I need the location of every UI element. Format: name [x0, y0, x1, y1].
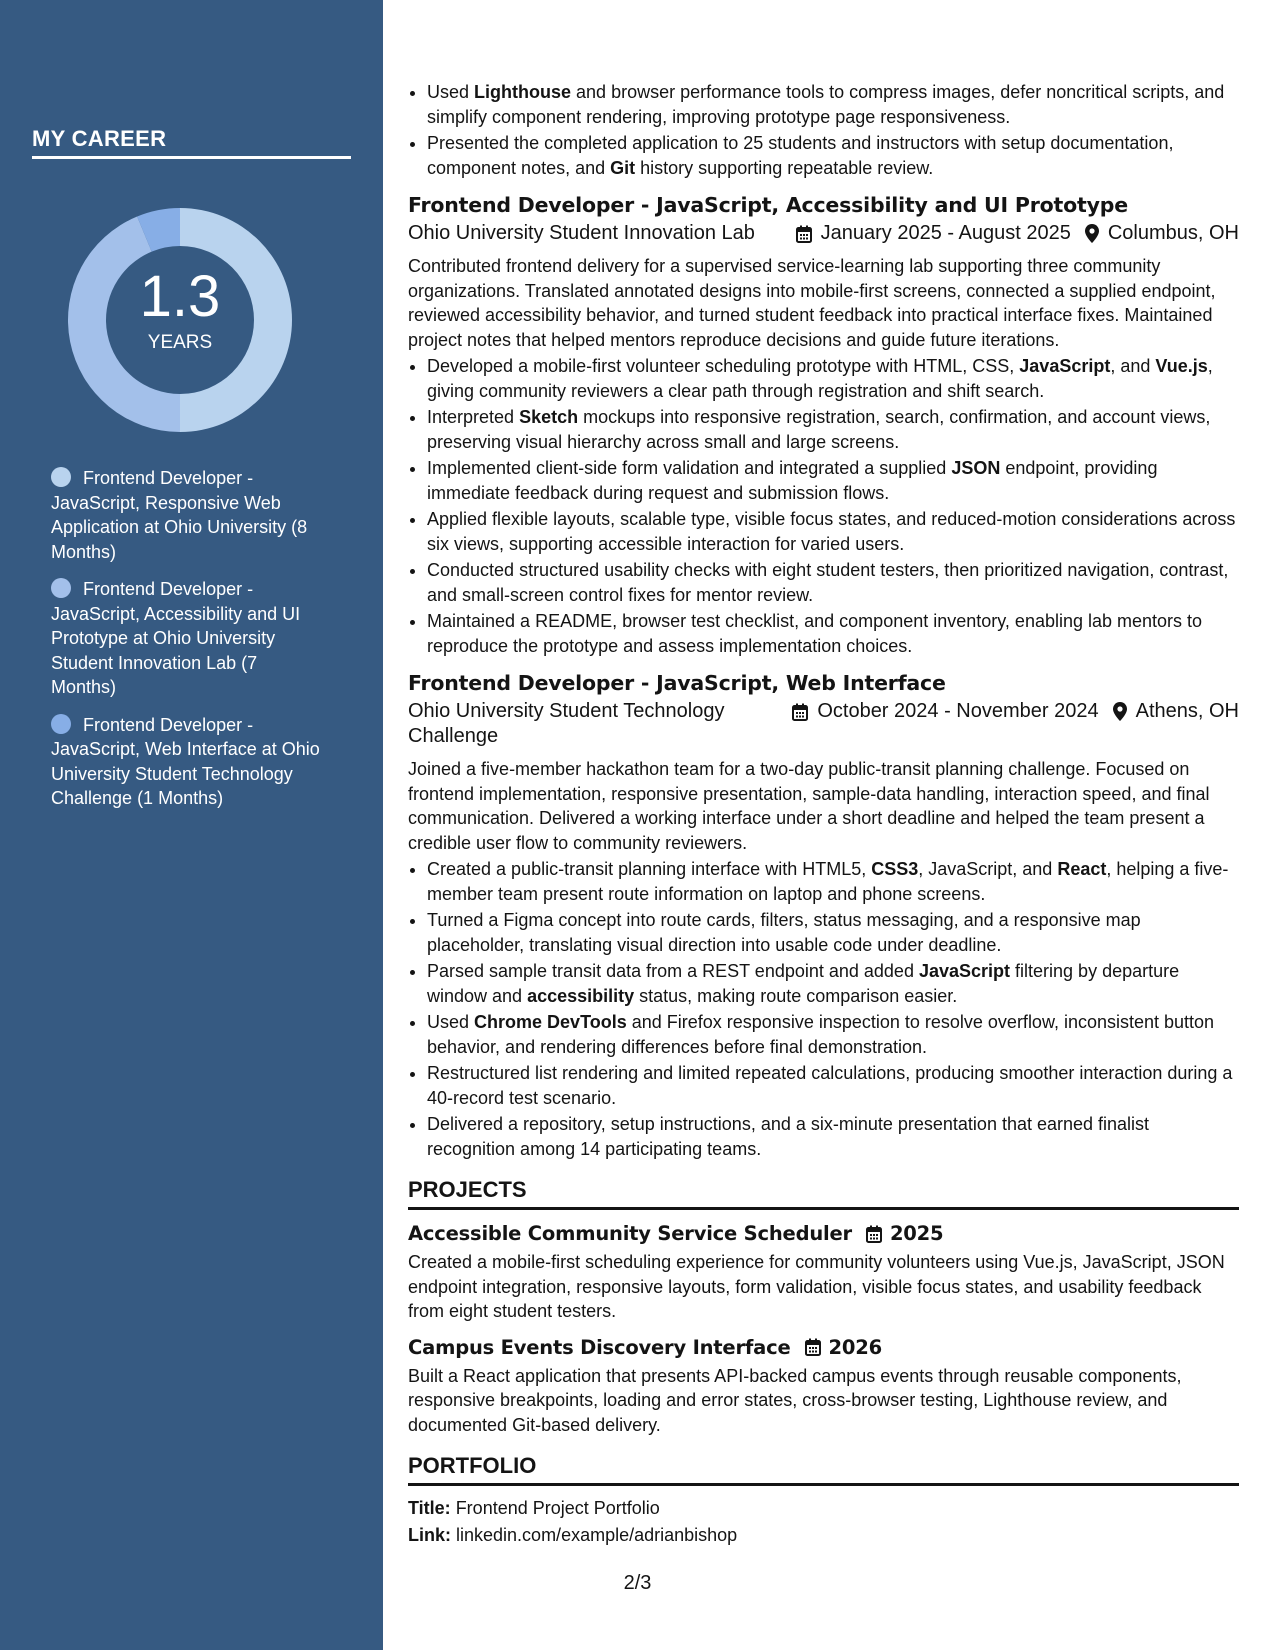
- job-description: Contributed frontend delivery for a supervised service-learning lab supporting three community organizations. Translated annotated designs into mobile-first screens, connected a supplied endpoint, reviewed accessibility behavior, and turned student feedback into practical interface fixes. Maintained project notes that helped mentors reproduce decisions and guide future iterations.: [408, 256, 1216, 350]
- portfolio-link-label: Link:: [408, 1524, 451, 1545]
- bullet-text: Delivered a repository, setup instructions, and a six-minute presentation that earned finalist recognition among 14 participating teams.: [427, 1114, 1150, 1159]
- bullet-item: [427, 1061, 1239, 1110]
- bullet-text: Created a public-transit planning interface with HTML5,: [427, 859, 872, 879]
- job-location-text: Columbus, OH: [1107, 222, 1239, 244]
- career-item-text: Frontend Developer - JavaScript, Web Interface at Ohio University Student Technology Challenge (1 Months): [51, 714, 320, 808]
- bullet-item: [427, 959, 1239, 1008]
- bullet-text: Used: [427, 82, 475, 102]
- bullet-item: [427, 857, 1239, 906]
- portfolio-title-value: Frontend Project Portfolio: [455, 1498, 660, 1518]
- bullet-text: and Firefox responsive inspection to resolve overflow, inconsistent button behavior, and rendering differences before final demonstration.: [427, 1012, 1215, 1057]
- job-entry: [408, 193, 1239, 658]
- main-content: [408, 80, 1239, 1547]
- project-description: Created a mobile-first scheduling experience for community volunteers using Vue.js, JavaScript, JSON endpoint integration, responsive layouts, form validation, visible focus states, and usability feedback from eight student testers.: [408, 1252, 1225, 1321]
- project-description: Built a React application that presents API-backed campus events through reusable components, responsive breakpoints, loading and error states, cross-browser testing, Lighthouse review, and documented Git-based delivery.: [408, 1365, 1182, 1435]
- job-meta: [408, 221, 1239, 246]
- bullet-text: Implemented client-side form validation and integrated a supplied: [427, 458, 952, 478]
- bullet-item: [427, 405, 1239, 454]
- career-item: [51, 713, 326, 811]
- portfolio-title-label: Title:: [408, 1498, 451, 1518]
- calendar-icon: [796, 225, 812, 243]
- bullet-item: [427, 1010, 1239, 1059]
- legend-dot: [51, 467, 71, 487]
- portfolio-link: [408, 1523, 1239, 1548]
- bullet-item: [427, 131, 1239, 180]
- job-title: Frontend Developer - JavaScript, Web Interface: [408, 671, 946, 695]
- project-entry: [408, 1222, 1239, 1324]
- career-donut-chart: [64, 204, 296, 436]
- bullet-keyword: JavaScript: [918, 961, 1011, 981]
- project-title-row: [408, 1336, 1239, 1359]
- bullet-item: [427, 456, 1239, 505]
- bullet-item: [427, 908, 1239, 957]
- job-meta: [408, 699, 1239, 749]
- bullet-text: Maintained a README, browser test checklist, and component inventory, enabling lab mentors to reproduce the prototype and assess implementation choices.: [427, 611, 1203, 656]
- project-title-row: [408, 1222, 1239, 1245]
- bullet-text: , giving community reviewers a clear path through registration and shift search.: [427, 356, 1213, 401]
- calendar-icon: [805, 1338, 821, 1356]
- bullet-keyword: JSON: [951, 458, 1001, 478]
- bullet-text: Applied flexible layouts, scalable type, visible focus states, and reduced-motion considerations across six views, supporting accessible interaction for varied users.: [427, 509, 1236, 554]
- bullet-text: status, making route comparison easier.: [634, 985, 958, 1006]
- bullet-text: , helping a five-member team present route information on laptop and phone screens.: [427, 859, 1229, 904]
- projects-list: [408, 1222, 1239, 1437]
- career-item-text: Frontend Developer - JavaScript, Responsive Web Application at Ohio University (8 Months): [51, 468, 308, 562]
- job-bullets: [408, 857, 1239, 1161]
- job-dates-text: October 2024 - November 2024: [817, 700, 1099, 722]
- continued-bullets: [408, 80, 1239, 180]
- job-entry: [408, 671, 1239, 1161]
- bullet-keyword: JavaScript: [1019, 356, 1111, 376]
- career-item: [51, 466, 326, 564]
- bullet-text: Conducted structured usability checks with eight student testers, then prioritized navigation, contrast, and small-screen control fixes for mentor review.: [427, 560, 1229, 605]
- location-pin-icon: [1113, 702, 1127, 721]
- bullet-text: mockups into responsive registration, search, confirmation, and account views, preserving visual hierarchy across small and large screens.: [427, 407, 1211, 452]
- bullet-keyword: Sketch: [519, 407, 579, 427]
- calendar-icon: [792, 703, 808, 721]
- project-entry: [408, 1336, 1239, 1438]
- bullet-keyword: CSS3: [871, 859, 919, 879]
- bullet-text: history supporting repeatable review.: [635, 157, 934, 178]
- bullet-text: Restructured list rendering and limited repeated calculations, producing smoother interaction during a 40-record test scenario.: [427, 1063, 1233, 1108]
- bullet-keyword: Chrome DevTools: [474, 1012, 627, 1032]
- bullet-item: [427, 1112, 1239, 1161]
- location-pin-icon: [1085, 224, 1099, 243]
- sidebar: [0, 0, 383, 1650]
- career-item: [51, 577, 326, 700]
- bullet-text: Interpreted: [427, 407, 520, 427]
- project-year: [866, 1222, 943, 1245]
- job-description: Joined a five-member hackathon team for a two-day public-transit planning challenge. Focused on frontend implementation, responsive presentation, sample-data handling, interaction speed, and final communication. Delivered a working interface under a short deadline and helped the team present a credible user flow to community reviewers.: [408, 759, 1210, 853]
- calendar-icon: [866, 1225, 882, 1243]
- bullet-keyword: Vue.js: [1155, 356, 1208, 376]
- project-year-text: 2026: [828, 1335, 882, 1359]
- page-number: 2/3: [623, 1572, 652, 1594]
- job-title: Frontend Developer - JavaScript, Accessibility and UI Prototype: [408, 193, 1128, 217]
- bullet-keyword: accessibility: [527, 985, 635, 1006]
- career-heading: MY CAREER: [32, 126, 351, 159]
- portfolio-link-value[interactable]: linkedin.com/example/adrianbishop: [456, 1524, 738, 1545]
- jobs: [408, 193, 1239, 1161]
- project-title: Accessible Community Service Scheduler: [408, 1222, 852, 1245]
- bullet-item: [427, 80, 1239, 129]
- bullet-keyword: Git: [610, 157, 636, 178]
- bullet-text: and browser performance tools to compress images, defer noncritical scripts, and simplify component rendering, improving prototype page responsiveness.: [427, 82, 1225, 127]
- job-org: Ohio University Student Technology Challenge: [408, 700, 725, 747]
- job-location-text: Athens, OH: [1135, 700, 1239, 722]
- bullet-text: endpoint, providing immediate feedback during request and submission flows.: [427, 458, 1158, 503]
- bullet-item: [427, 609, 1239, 658]
- bullet-text: filtering by departure window and: [427, 961, 1180, 1006]
- bullet-text: Used: [427, 1012, 475, 1032]
- bullet-keyword: React: [1057, 859, 1107, 879]
- bullet-item: [427, 507, 1239, 556]
- project-year: [805, 1336, 882, 1359]
- bullet-text: Turned a Figma concept into route cards, filters, status messaging, and a responsive map placeholder, translating visual direction into usable code under deadline.: [427, 910, 1141, 955]
- bullet-keyword: Lighthouse: [474, 82, 572, 102]
- bullet-item: [427, 354, 1239, 403]
- project-title: Campus Events Discovery Interface: [408, 1335, 791, 1359]
- career-item-text: Frontend Developer - JavaScript, Accessibility and UI Prototype at Ohio University Student Innovation Lab (7 Months): [51, 579, 301, 697]
- legend-dot: [51, 578, 71, 598]
- job-location: [1113, 699, 1239, 724]
- donut-value: 1.3: [139, 264, 221, 329]
- bullet-text: Parsed sample transit data from a REST endpoint and added: [427, 961, 919, 981]
- bullet-text: Developed a mobile-first volunteer scheduling prototype with HTML, CSS,: [427, 356, 1020, 376]
- job-dates: [792, 699, 1098, 724]
- legend-dot: [51, 714, 71, 734]
- portfolio-title: [408, 1496, 1239, 1521]
- job-dates: [796, 221, 1071, 246]
- bullet-text: , and: [1110, 356, 1156, 376]
- job-location: [1085, 221, 1239, 246]
- job-dates-text: January 2025 - August 2025: [820, 222, 1071, 244]
- project-year-text: 2025: [889, 1222, 944, 1245]
- portfolio-heading: PORTFOLIO: [408, 1453, 1239, 1486]
- job-org: Ohio University Student Innovation Lab: [408, 222, 755, 244]
- career-list: [51, 466, 326, 824]
- bullet-item: [427, 558, 1239, 607]
- bullet-text: Presented the completed application to 25 students and instructors with setup documentation, component notes, and: [427, 133, 1174, 178]
- bullet-text: , JavaScript, and: [918, 859, 1058, 879]
- donut-unit: YEARS: [147, 332, 213, 353]
- job-bullets: [408, 354, 1239, 658]
- projects-heading: PROJECTS: [408, 1177, 1239, 1210]
